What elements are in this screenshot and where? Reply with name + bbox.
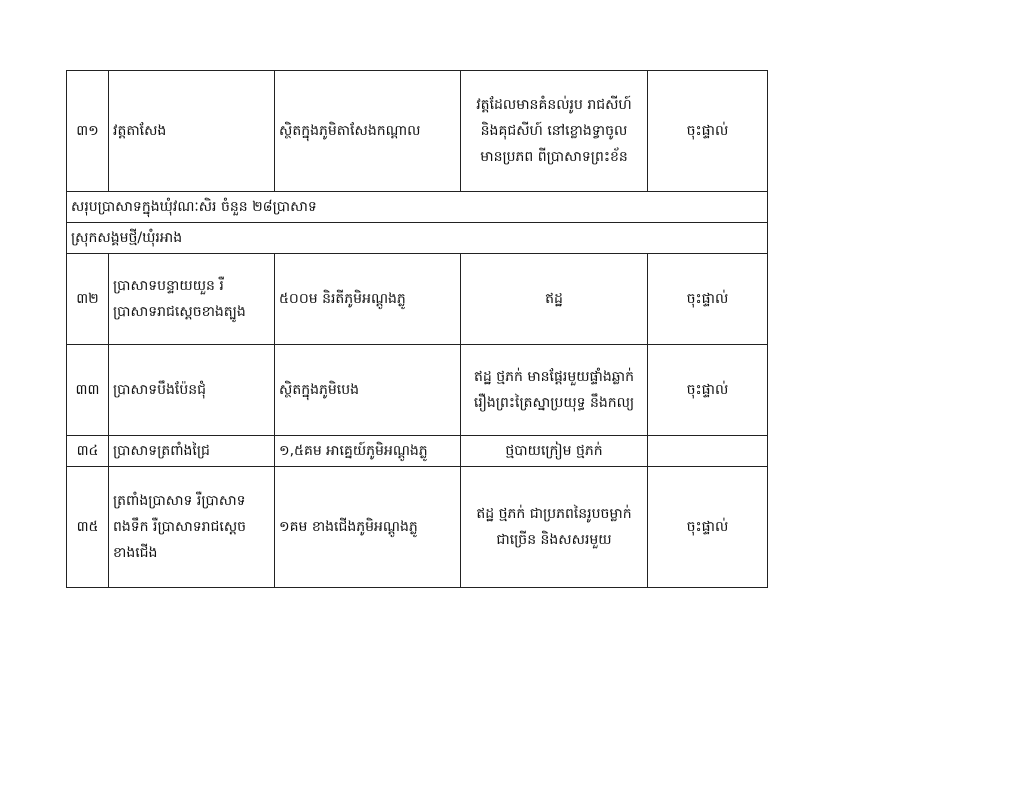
summary-row bbox=[67, 192, 768, 223]
group-header-row bbox=[67, 223, 768, 254]
site-location: ១គម ខាងជើងភូមិអណ្តូងភ្លូ bbox=[275, 467, 461, 588]
summary-text: សរុបប្រាសាទក្នុងឃុំវណៈសិរ ចំនួន ២៨ប្រាសាទ bbox=[67, 192, 768, 223]
group-header-text: ស្រុកសង្គមថ្មី/ឃុំរអាង bbox=[67, 223, 768, 254]
row-number: ៣២ bbox=[67, 254, 109, 345]
row-number: ៣៥ bbox=[67, 467, 109, 588]
site-location: ស្ថិតក្នុងភូមិតាសែងកណ្តាល bbox=[275, 71, 461, 192]
site-status bbox=[648, 436, 768, 467]
row-number: ៣១ bbox=[67, 71, 109, 192]
site-name: ប្រាសាទបន្ទាយយួន រឺ ប្រាសាទរាជស្តេចខាងត្បូង bbox=[109, 254, 275, 345]
table-row bbox=[67, 436, 768, 467]
site-location: ស្ថិតក្នុងភូមិបេង bbox=[275, 345, 461, 436]
heritage-table bbox=[66, 70, 768, 588]
row-number: ៣៣ bbox=[67, 345, 109, 436]
table-row bbox=[67, 254, 768, 345]
table-row bbox=[67, 345, 768, 436]
site-name: ប្រាសាទត្រពាំងជ្រៃ bbox=[109, 436, 275, 467]
site-name: ប្រាសាទបឹងប៉ែនជុំ bbox=[109, 345, 275, 436]
site-name: ត្រពាំងប្រាសាទ រឺប្រាសាទ ពងទឹក រឺប្រាសាទរាជស្តេច ខាងជើង bbox=[109, 467, 275, 588]
site-location: ៥០០ម និរតីភូមិអណ្តូងភ្លូ bbox=[275, 254, 461, 345]
table-row bbox=[67, 71, 768, 192]
site-name: វត្តតាសែង bbox=[109, 71, 275, 192]
site-status: ចុះផ្ទាល់ bbox=[648, 467, 768, 588]
site-description: ថ្មបាយក្រៀម ថ្មភក់ bbox=[461, 436, 648, 467]
site-status: ចុះផ្ទាល់ bbox=[648, 254, 768, 345]
site-location: ១,៥គម អាគ្នេយ៍ភូមិអណ្តូងភ្លូ bbox=[275, 436, 461, 467]
site-description: វត្តដែលមានគំនល់រូប រាជសីហ៍ និងគុជសីហ៍ នៅខ្លោងទ្វាចូល មានប្រភព ពីប្រាសាទព្រះខ័ន bbox=[461, 71, 648, 192]
site-status: ចុះផ្ទាល់ bbox=[648, 345, 768, 436]
site-description: ឥដ្ឋ ថ្មភក់ ជាប្រភពនៃរូបចម្លាក់ ជាច្រើន និងសសរមួយ bbox=[461, 467, 648, 588]
row-number: ៣៤ bbox=[67, 436, 109, 467]
table-row bbox=[67, 467, 768, 588]
site-status: ចុះផ្ទាល់ bbox=[648, 71, 768, 192]
site-description: ឥដ្ឋ bbox=[461, 254, 648, 345]
site-description: ឥដ្ឋ ថ្មភក់ មានផ្តែរមួយផ្ទាំងឆ្លាក់ រឿងព្រះត្រៃស្នាប្រយុទ្ធ នឹងកល្យ bbox=[461, 345, 648, 436]
